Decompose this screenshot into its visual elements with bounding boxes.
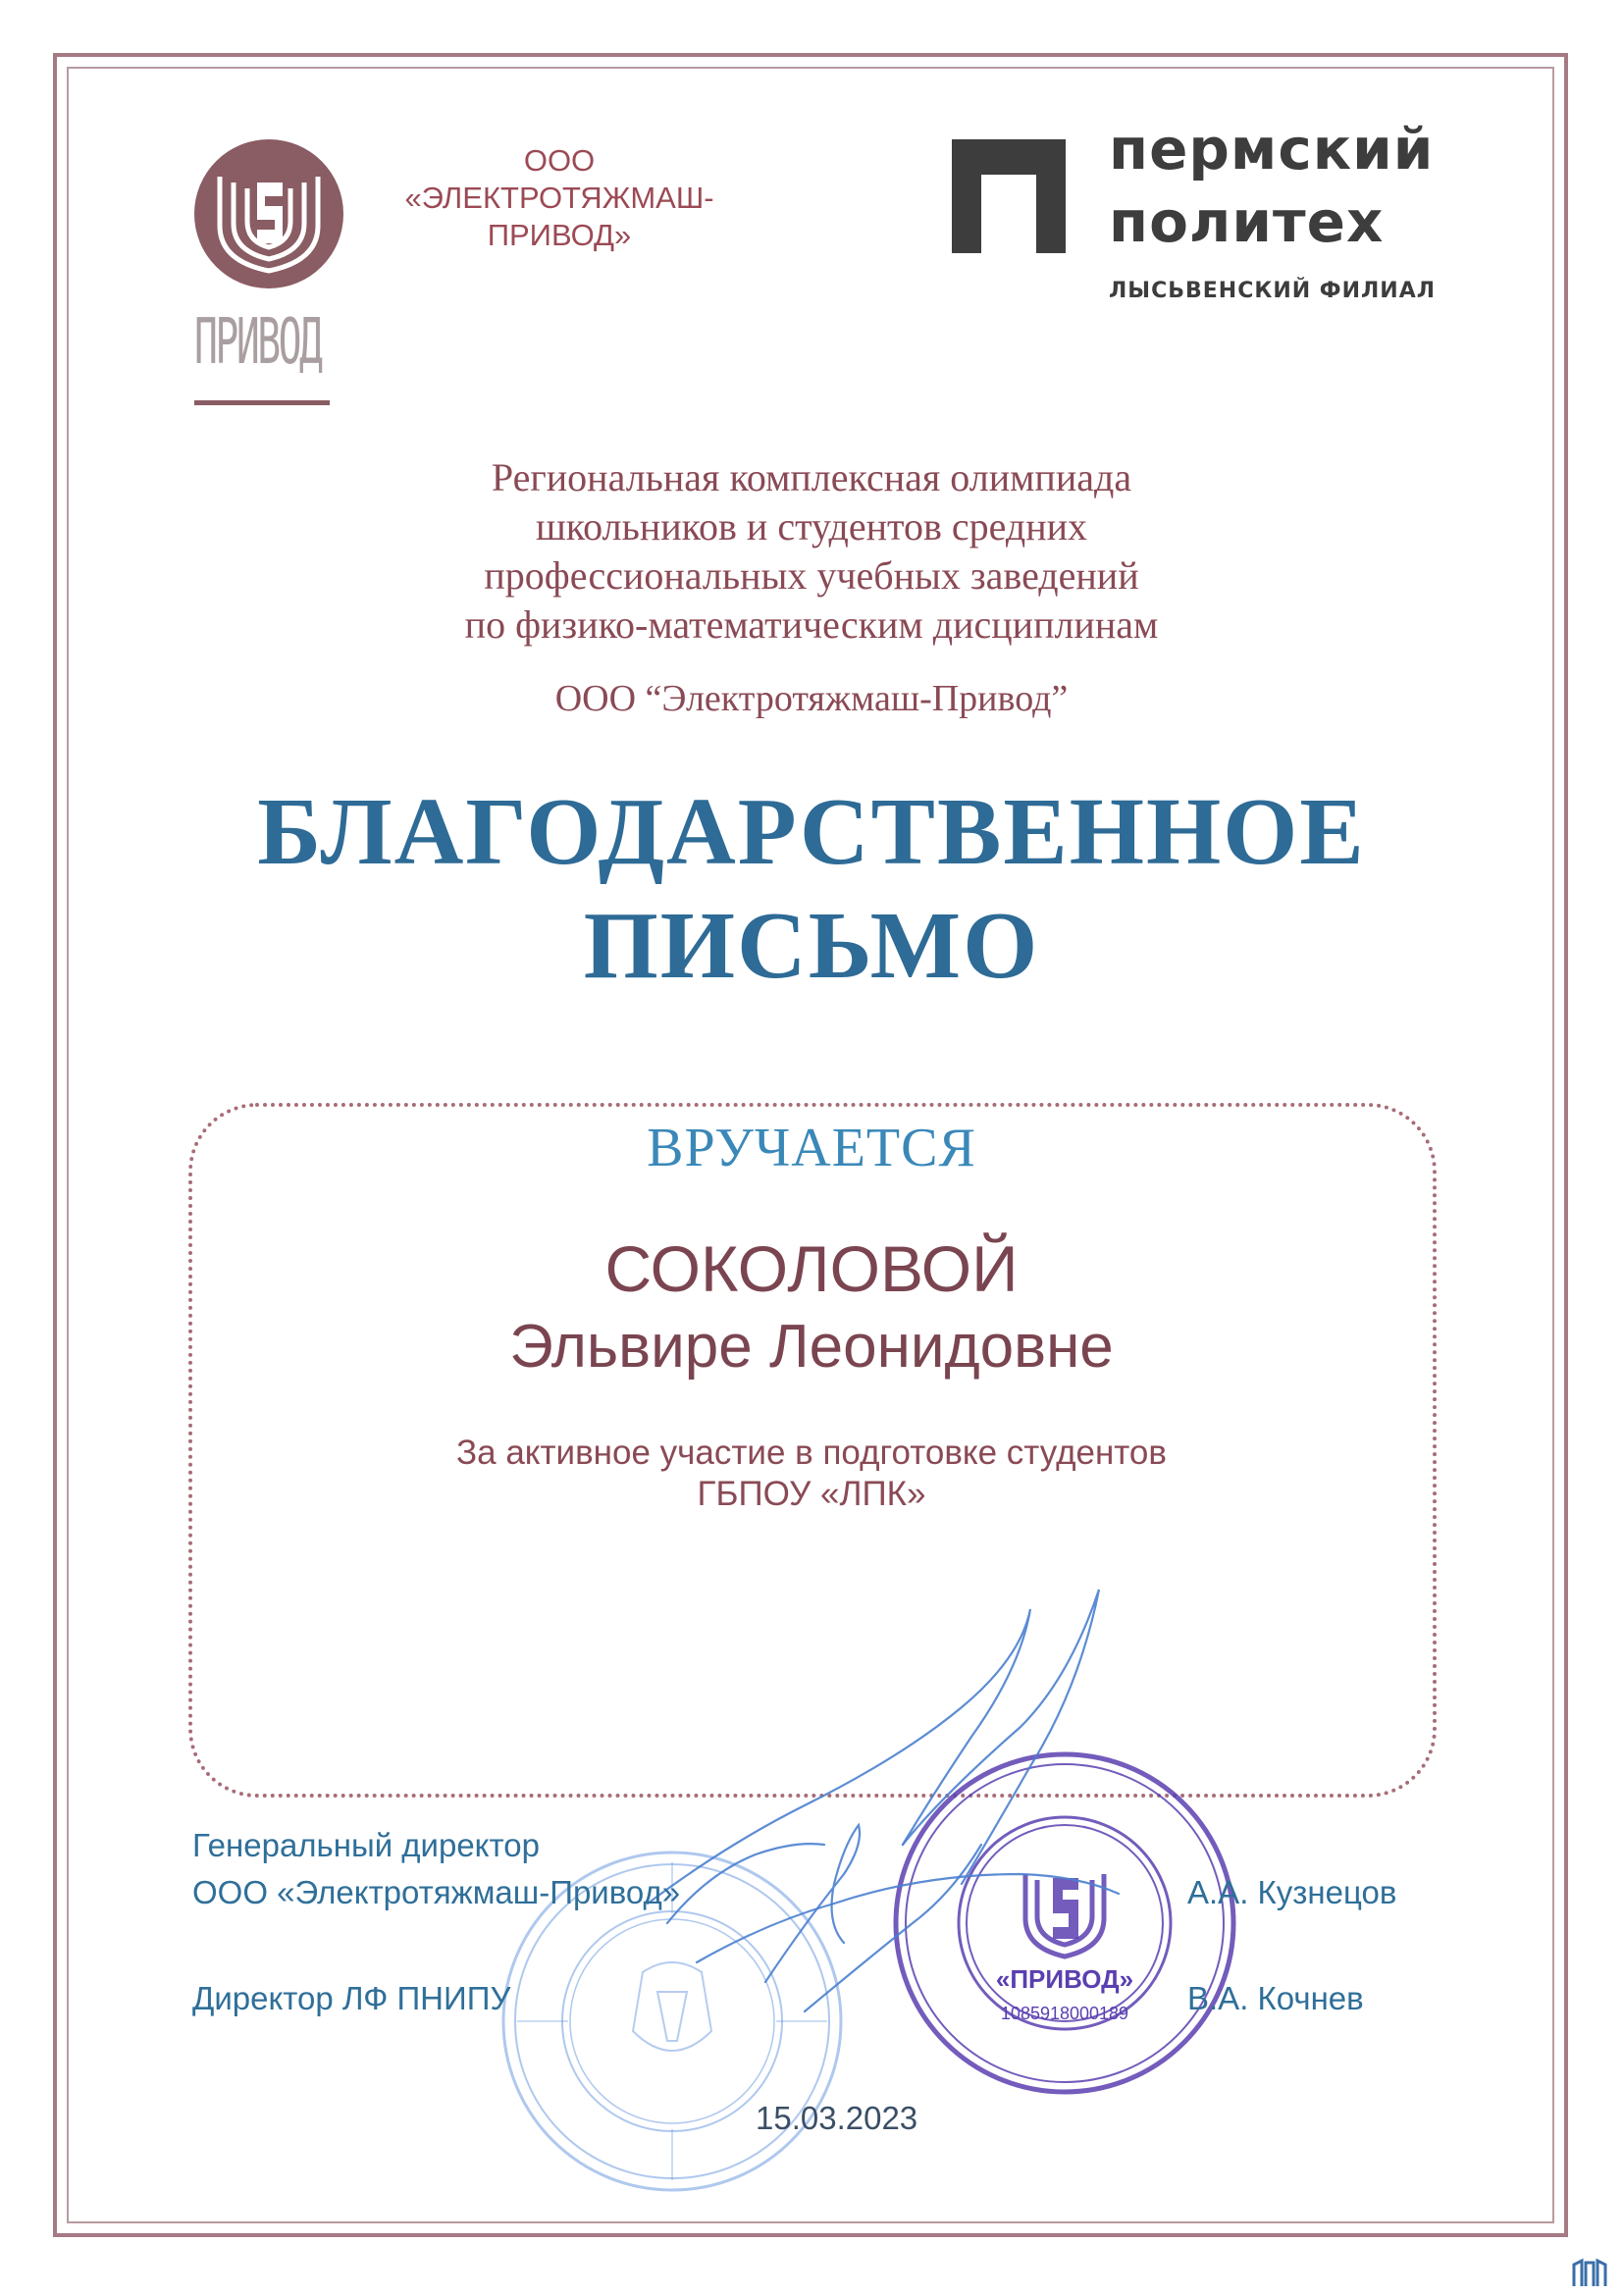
privod-emblem-icon — [192, 137, 345, 290]
company-seal-name: «ПРИВОД» — [995, 1964, 1134, 1994]
award-reason — [196, 1433, 1427, 1515]
handwritten-signature — [608, 1550, 1158, 2041]
privod-logo-underline — [194, 400, 330, 405]
title-line2: ПИСЬМО — [583, 893, 1040, 999]
award-reason-line: ГБПОУ «ЛПК» — [697, 1475, 926, 1513]
politeh-logo-icon — [952, 139, 1066, 253]
privod-logo-word: ПРИВОД — [194, 306, 321, 379]
branch-director-title: Директор ЛФ ПНИПУ — [192, 1980, 511, 2016]
company-name-line: ПРИВОД» — [487, 218, 632, 252]
olympiad-line: профессиональных учебных заведений — [484, 553, 1139, 598]
olympiad-line: школьников и студентов средних — [535, 504, 1088, 548]
olympiad-organizer: ООО “Электротяжмаш-Привод” — [554, 678, 1069, 719]
olympiad-description — [196, 453, 1427, 650]
corner-watermark-icon — [1570, 2257, 1609, 2290]
award-reason-line: За активное участие в подготовке студентов — [456, 1434, 1167, 1472]
general-director-title: Генеральный директор — [192, 1827, 540, 1863]
company-seal-number: 1085918000189 — [1000, 2004, 1129, 2023]
company-name-line: ООО — [523, 143, 596, 178]
recipient-given-names: Эльвире Леонидовне — [509, 1313, 1114, 1381]
olympiad-line: по физико-математическим дисциплинам — [464, 602, 1159, 647]
presented-label: ВРУЧАЕТСЯ — [647, 1118, 976, 1178]
general-director-org: ООО «Электротяжмаш-Привод» — [192, 1874, 681, 1910]
document-title — [147, 775, 1476, 1003]
branch-director-name: В.А. Кочнев — [1187, 1980, 1364, 2016]
company-name-line: «ЭЛЕКТРОТЯЖМАШ- — [404, 181, 714, 215]
document-date: 15.03.2023 — [756, 2100, 918, 2136]
title-line1: БЛАГОДАРСТВЕННОЕ — [257, 779, 1366, 885]
olympiad-line: Региональная комплексная олимпиада — [491, 455, 1132, 499]
politeh-name-line1: пермский — [1109, 116, 1435, 183]
politeh-name-line2: политех — [1109, 188, 1385, 255]
company-name-block — [353, 142, 765, 254]
general-director-name: А.А. Кузнецов — [1187, 1874, 1397, 1910]
politeh-branch-label: ЛЫСЬВЕНСКИЙ ФИЛИАЛ — [1109, 279, 1437, 303]
recipient-surname: СОКОЛОВОЙ — [604, 1232, 1019, 1305]
